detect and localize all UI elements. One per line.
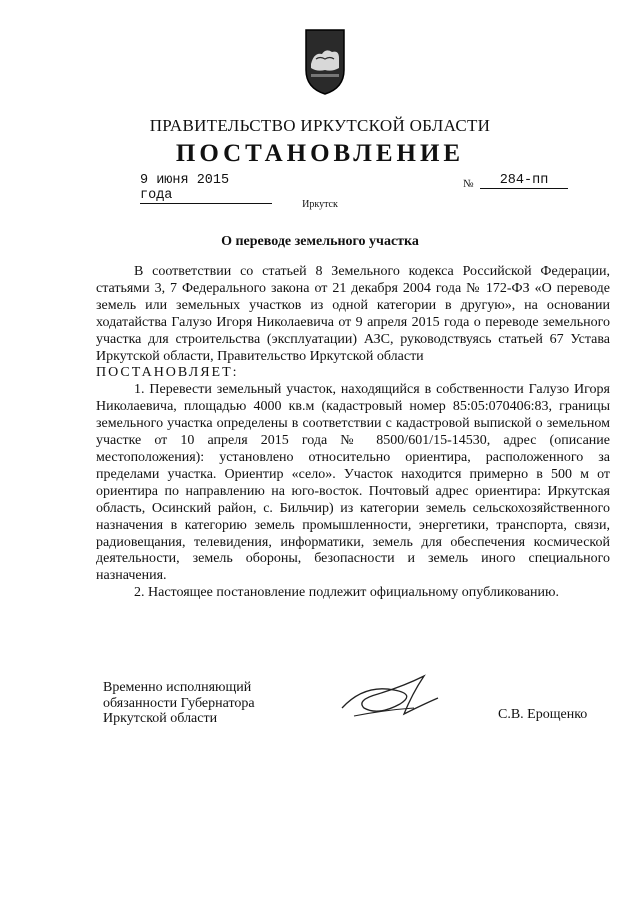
item-1-paragraph: 1. Перевести земельный участок, находящийся в собственности Галузо Игоря Николаевича, площадью 4000 кв.м (кадастровый номер 85:05:070406:83, границы земельного участка определены в соответствии с кадастровой выпиской о земельном участке от 10 апреля 2015 года № 8500/601/15-14530, адрес (описание местоположения): установлено относительно ориентира, расположенного за пределами участка. Ориентир «село». Участок находится примерно в 500 м от ориентира по направлению на юго-восток. Почтовый адрес ориентира: Иркутская область, Осинский район, с. Бильчир) из категории земель сельскохозяйственного назначения в категорию земель промышленности, энергетики, транспорта, связи, радиовещания, телевидения, информатики, земель для обеспечения космической деятельности, земель обороны, безопасности и земель иного специального назначения. xyxy=(96,382,610,584)
item-2-paragraph: 2. Настоящее постановление подлежит официальному опубликованию. xyxy=(134,585,559,601)
signatory-position-line: обязанности Губернатора xyxy=(103,695,255,711)
document-number: 284-пп xyxy=(480,173,568,189)
signatory-position-line: Иркутской области xyxy=(103,711,218,726)
signatory-name: С.В. Ерощенко xyxy=(498,707,588,722)
government-title: ПРАВИТЕЛЬСТВО ИРКУТСКОЙ ОБЛАСТИ xyxy=(149,116,491,135)
resolves-heading: ПОСТАНОВЛЯЕТ: xyxy=(96,365,239,381)
document-type-title: ПОСТАНОВЛЕНИЕ xyxy=(175,140,465,167)
preamble-paragraph: В соответствии со статьей 8 Земельного кодекса Российской Федерации, статьями 3, 7 Федерального закона от 21 декабря 2004 года № 172-ФЗ «О переводе земель или земельных участков из одной категории в другую», на основании ходатайства Галузо Игоря Николаевича от 9 апреля 2015 года о переводе земельного участка для строительства (эксплуатации) АЗС, руководствуясь статьей 67 Устава Иркутской области, Правительство Иркутской области xyxy=(96,264,610,364)
number-sign: № xyxy=(463,178,474,190)
city-label: Иркутск xyxy=(302,199,338,210)
handwritten-signature xyxy=(334,664,444,724)
document-body xyxy=(96,264,610,602)
signatory-position-line: Временно исполняющий xyxy=(103,680,252,695)
document-date: 9 июня 2015 года xyxy=(140,173,272,204)
coat-of-arms-emblem xyxy=(302,26,348,96)
document-subject: О переводе земельного участка xyxy=(221,234,419,249)
signatory-position xyxy=(103,680,255,727)
